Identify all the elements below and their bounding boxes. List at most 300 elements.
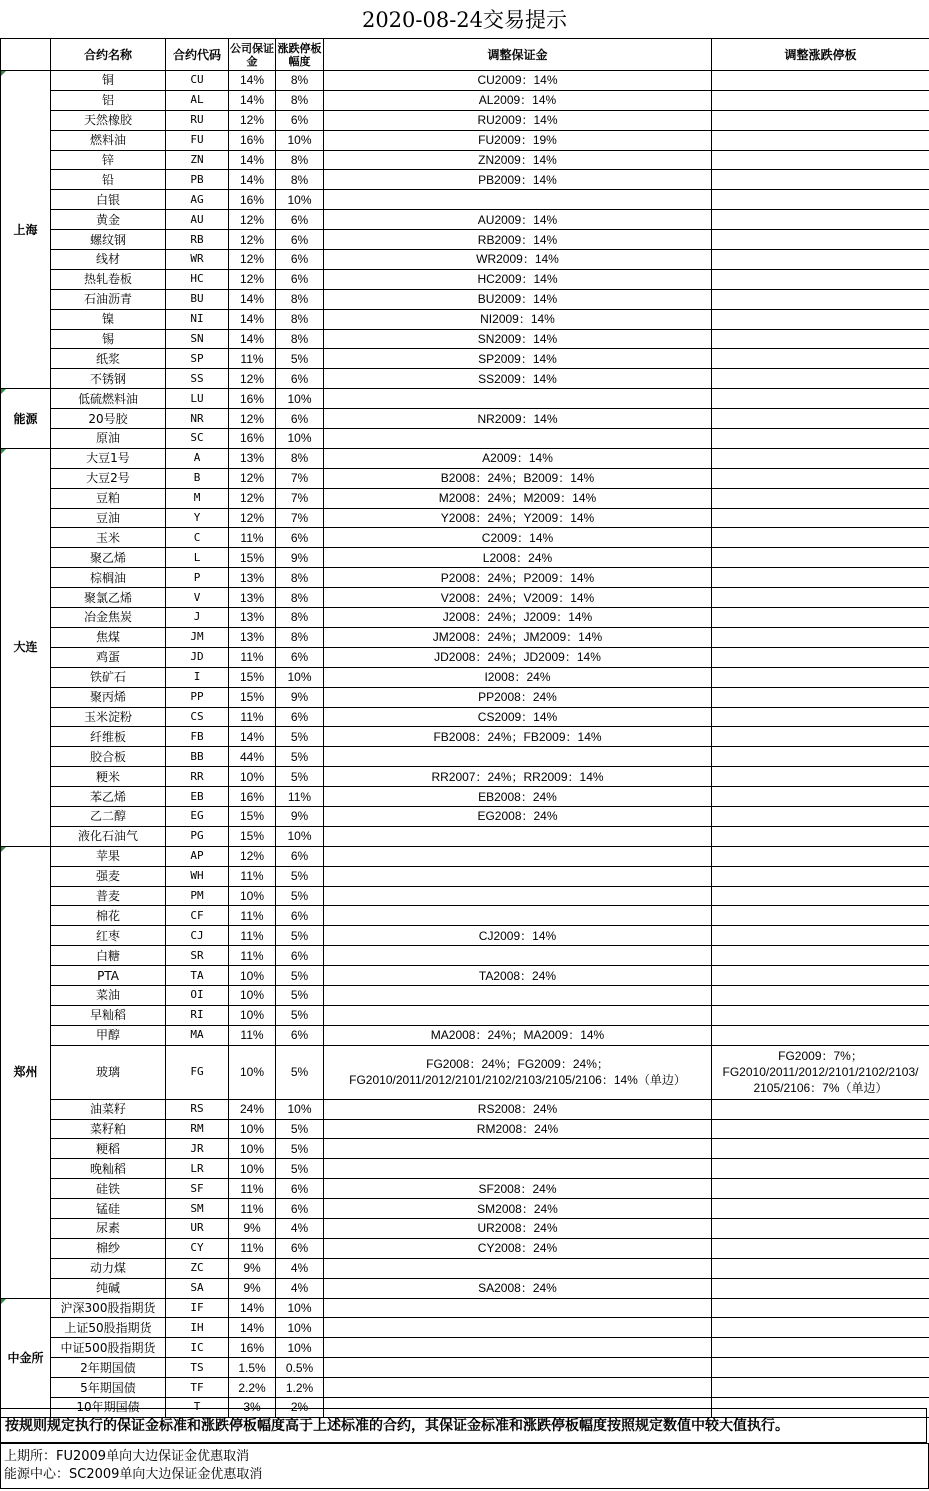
company-margin-cell: 9% [229,1218,276,1238]
table-row [1,448,929,468]
limit-range-cell: 6% [276,846,324,866]
company-margin-cell: 11% [229,1179,276,1199]
exchange-label: 大连 [1,448,51,846]
contract-code-cell: NR [166,409,229,429]
contract-name-cell: 石油沥青 [51,289,166,309]
adjusted-margin-cell: RB2009：14% [324,230,712,250]
adjusted-margin-cell: ZN2009：14% [324,150,712,170]
trading-tips-table [0,38,929,1418]
adjusted-margin-cell [324,1338,712,1358]
contract-code-cell: P [166,568,229,588]
adjusted-limit-cell [712,409,929,429]
limit-range-cell: 0.5% [276,1358,324,1378]
contract-code-cell: L [166,548,229,568]
company-margin-cell: 11% [229,1199,276,1219]
limit-range-cell: 6% [276,1238,324,1258]
contract-code-cell: PB [166,170,229,190]
adjusted-limit-cell [712,886,929,906]
adjusted-limit-cell: FG2009：7%； FG2010/2011/2012/2101/2102/2103/ 2105/2106：7%（单边） [712,1045,929,1099]
contract-code-cell: AG [166,190,229,210]
adjusted-margin-cell: RU2009：14% [324,110,712,130]
limit-range-cell: 9% [276,548,324,568]
limit-range-cell: 6% [276,269,324,289]
contract-code-cell: RB [166,230,229,250]
company-margin-cell: 16% [229,190,276,210]
limit-range-cell: 5% [276,985,324,1005]
table-row [1,1338,929,1358]
limit-range-cell: 10% [276,1099,324,1119]
contract-name-cell: 纸浆 [51,349,166,369]
table-row [1,985,929,1005]
company-margin-cell: 10% [229,767,276,787]
contract-name-cell: 焦煤 [51,627,166,647]
company-margin-cell: 15% [229,667,276,687]
contract-name-cell: 上证50股指期货 [51,1318,166,1338]
limit-range-cell: 6% [276,946,324,966]
limit-range-cell: 8% [276,150,324,170]
adjusted-limit-cell [712,568,929,588]
table-row [1,588,929,608]
table-row [1,687,929,707]
company-margin-cell: 11% [229,349,276,369]
contract-code-cell: CY [166,1238,229,1258]
table-row [1,150,929,170]
contract-code-cell: T [166,1398,229,1418]
adjusted-margin-cell [324,747,712,767]
adjusted-margin-cell: AL2009：14% [324,90,712,110]
adjusted-limit-cell [712,1318,929,1338]
company-margin-cell: 11% [229,647,276,667]
contract-code-cell: Y [166,508,229,528]
contract-name-cell: 低硫燃料油 [51,389,166,409]
table-row [1,429,929,449]
adjusted-margin-cell: BU2009：14% [324,289,712,309]
contract-name-cell: 粳稻 [51,1139,166,1159]
adjusted-limit-cell [712,985,929,1005]
footer-notes [0,1443,929,1489]
adjusted-margin-cell [324,826,712,846]
contract-code-cell: AU [166,210,229,230]
adjusted-limit-cell [712,269,929,289]
adjusted-margin-cell: SA2008：24% [324,1278,712,1298]
adjusted-limit-cell [712,1258,929,1278]
contract-code-cell: FU [166,130,229,150]
limit-range-cell: 6% [276,528,324,548]
contract-code-cell: FG [166,1045,229,1099]
contract-name-cell: 螺纹钢 [51,230,166,250]
adjusted-limit-cell [712,946,929,966]
contract-code-cell: CJ [166,926,229,946]
limit-range-cell: 5% [276,926,324,946]
table-row [1,1099,929,1119]
limit-range-cell: 9% [276,687,324,707]
company-margin-cell: 14% [229,150,276,170]
adjusted-margin-cell [324,846,712,866]
contract-name-cell: 黄金 [51,210,166,230]
exchange-label: 郑州 [1,846,51,1298]
company-margin-cell: 12% [229,846,276,866]
contract-code-cell: SP [166,349,229,369]
company-margin-cell: 12% [229,269,276,289]
adjusted-margin-cell: EG2008：24% [324,806,712,826]
table-row [1,1159,929,1179]
exchange-label: 上海 [1,71,51,389]
company-margin-cell: 11% [229,906,276,926]
limit-range-cell: 10% [276,190,324,210]
table-row [1,1045,929,1099]
adjusted-margin-cell: FB2008：24%；FB2009：14% [324,727,712,747]
contract-name-cell: 20号胶 [51,409,166,429]
adjusted-margin-cell [324,1298,712,1318]
contract-name-cell: 早籼稻 [51,1005,166,1025]
adjusted-margin-cell [324,1005,712,1025]
table-row [1,548,929,568]
contract-code-cell: M [166,488,229,508]
contract-code-cell: TA [166,966,229,986]
limit-range-cell: 5% [276,1005,324,1025]
table-row [1,1318,929,1338]
limit-range-cell: 10% [276,826,324,846]
contract-code-cell: PP [166,687,229,707]
table-row [1,866,929,886]
adjusted-limit-cell [712,369,929,389]
company-margin-cell: 13% [229,448,276,468]
adjusted-limit-cell [712,429,929,449]
contract-name-cell: 线材 [51,250,166,270]
limit-range-cell: 5% [276,767,324,787]
limit-range-cell: 11% [276,787,324,807]
adjusted-limit-cell [712,627,929,647]
contract-code-cell: LU [166,389,229,409]
table-body [1,71,929,1418]
adjusted-margin-cell: NI2009：14% [324,309,712,329]
table-row [1,608,929,628]
company-margin-cell: 10% [229,1119,276,1139]
company-margin-cell: 12% [229,488,276,508]
limit-range-cell: 4% [276,1258,324,1278]
table-row [1,627,929,647]
limit-range-cell: 8% [276,71,324,91]
company-margin-cell: 14% [229,329,276,349]
contract-name-cell: 冶金焦炭 [51,608,166,628]
company-margin-cell: 11% [229,1025,276,1045]
contract-name-cell: 锡 [51,329,166,349]
table-row [1,906,929,926]
contract-name-cell: 10年期国债 [51,1398,166,1418]
adjusted-margin-cell: TA2008：24% [324,966,712,986]
contract-code-cell: I [166,667,229,687]
table-row [1,747,929,767]
contract-code-cell: BU [166,289,229,309]
company-margin-cell: 10% [229,1005,276,1025]
company-margin-cell: 12% [229,250,276,270]
contract-name-cell: 鸡蛋 [51,647,166,667]
table-row [1,787,929,807]
contract-name-cell: 胶合板 [51,747,166,767]
contract-name-cell: 豆油 [51,508,166,528]
contract-code-cell: B [166,468,229,488]
table-row [1,1358,929,1378]
adjusted-margin-cell: SS2009：14% [324,369,712,389]
contract-name-cell: 晚籼稻 [51,1159,166,1179]
adjusted-limit-cell [712,309,929,329]
company-margin-cell: 11% [229,707,276,727]
adjusted-margin-cell: CY2008：24% [324,1238,712,1258]
contract-name-cell: 苹果 [51,846,166,866]
contract-name-cell: 尿素 [51,1218,166,1238]
contract-name-cell: 大豆2号 [51,468,166,488]
table-row [1,568,929,588]
adjusted-margin-cell: RS2008：24% [324,1099,712,1119]
contract-name-cell: 燃料油 [51,130,166,150]
table-row [1,409,929,429]
company-margin-cell: 10% [229,1159,276,1179]
limit-range-cell: 10% [276,429,324,449]
limit-range-cell: 5% [276,886,324,906]
contract-code-cell: CU [166,71,229,91]
adjusted-limit-cell [712,250,929,270]
company-margin-cell: 15% [229,548,276,568]
table-row [1,230,929,250]
contract-name-cell: 聚丙烯 [51,687,166,707]
contract-name-cell: 玻璃 [51,1045,166,1099]
contract-name-cell: 天然橡胶 [51,110,166,130]
limit-range-cell: 6% [276,230,324,250]
limit-range-cell: 4% [276,1218,324,1238]
adjusted-limit-cell [712,110,929,130]
contract-code-cell: SN [166,329,229,349]
adjusted-margin-cell: NR2009：14% [324,409,712,429]
adjusted-margin-cell [324,429,712,449]
adjusted-limit-cell [712,826,929,846]
contract-name-cell: 铅 [51,170,166,190]
limit-range-cell: 5% [276,1139,324,1159]
contract-name-cell: 锰硅 [51,1199,166,1219]
contract-name-cell: 白糖 [51,946,166,966]
limit-range-cell: 8% [276,329,324,349]
company-margin-cell: 16% [229,429,276,449]
limit-range-cell: 8% [276,289,324,309]
limit-range-cell: 6% [276,110,324,130]
company-margin-cell: 9% [229,1278,276,1298]
limit-range-cell: 6% [276,250,324,270]
contract-name-cell: 乙二醇 [51,806,166,826]
table-row [1,130,929,150]
company-margin-cell: 14% [229,289,276,309]
table-row [1,528,929,548]
table-row [1,329,929,349]
exchange-label: 中金所 [1,1298,51,1417]
limit-range-cell: 6% [276,1199,324,1219]
adjusted-margin-cell: M2008：24%；M2009：14% [324,488,712,508]
limit-range-cell: 10% [276,1298,324,1318]
adjusted-limit-cell [712,210,929,230]
contract-name-cell: 棉纱 [51,1238,166,1258]
table-row [1,926,929,946]
contract-name-cell: 铝 [51,90,166,110]
adjusted-limit-cell [712,1238,929,1258]
contract-code-cell: TF [166,1378,229,1398]
contract-code-cell: ZN [166,150,229,170]
limit-range-cell: 5% [276,727,324,747]
limit-range-cell: 4% [276,1278,324,1298]
header-contract-code: 合约代码 [166,39,229,71]
contract-code-cell: SA [166,1278,229,1298]
contract-code-cell: AL [166,90,229,110]
limit-range-cell: 8% [276,588,324,608]
company-margin-cell: 12% [229,210,276,230]
limit-range-cell: 5% [276,1159,324,1179]
adjusted-limit-cell [712,508,929,528]
contract-name-cell: 玉米淀粉 [51,707,166,727]
adjusted-margin-cell: Y2008：24%；Y2009：14% [324,508,712,528]
limit-range-cell: 8% [276,309,324,329]
adjusted-limit-cell [712,1179,929,1199]
contract-code-cell: SM [166,1199,229,1219]
limit-range-cell: 5% [276,747,324,767]
adjusted-margin-cell: B2008：24%；B2009：14% [324,468,712,488]
adjusted-margin-cell [324,866,712,886]
limit-range-cell: 7% [276,468,324,488]
adjusted-limit-cell [712,468,929,488]
adjusted-margin-cell [324,1258,712,1278]
header-exchange [1,39,51,71]
limit-range-cell: 8% [276,170,324,190]
table-row [1,846,929,866]
contract-code-cell: SS [166,369,229,389]
contract-code-cell: NI [166,309,229,329]
table-row [1,389,929,409]
adjusted-limit-cell [712,687,929,707]
adjusted-limit-cell [712,1025,929,1045]
contract-code-cell: IF [166,1298,229,1318]
limit-range-cell: 10% [276,667,324,687]
header-adjusted-limit: 调整涨跌停板 [712,39,929,71]
contract-code-cell: JD [166,647,229,667]
limit-range-cell: 6% [276,707,324,727]
company-margin-cell: 15% [229,687,276,707]
contract-code-cell: EG [166,806,229,826]
adjusted-limit-cell [712,548,929,568]
contract-name-cell: 5年期国债 [51,1378,166,1398]
limit-range-cell: 8% [276,568,324,588]
table-row [1,1025,929,1045]
contract-name-cell: 菜籽粕 [51,1119,166,1139]
contract-code-cell: V [166,588,229,608]
adjusted-limit-cell [712,170,929,190]
adjusted-limit-cell [712,1298,929,1318]
adjusted-margin-cell: FU2009：19% [324,130,712,150]
adjusted-limit-cell [712,289,929,309]
adjusted-margin-cell: PP2008：24% [324,687,712,707]
table-row [1,269,929,289]
contract-name-cell: 聚乙烯 [51,548,166,568]
contract-code-cell: HC [166,269,229,289]
limit-range-cell: 5% [276,1119,324,1139]
adjusted-margin-cell: SN2009：14% [324,329,712,349]
adjusted-limit-cell [712,1005,929,1025]
contract-code-cell: MA [166,1025,229,1045]
company-margin-cell: 14% [229,90,276,110]
contract-code-cell: WR [166,250,229,270]
contract-name-cell: 苯乙烯 [51,787,166,807]
adjusted-margin-cell: AU2009：14% [324,210,712,230]
adjusted-limit-cell [712,906,929,926]
adjusted-margin-cell [324,1318,712,1338]
adjusted-limit-cell [712,647,929,667]
adjusted-limit-cell [712,71,929,91]
table-row [1,190,929,210]
adjusted-limit-cell [712,846,929,866]
limit-range-cell: 8% [276,627,324,647]
adjusted-margin-cell: P2008：24%；P2009：14% [324,568,712,588]
adjusted-margin-cell [324,886,712,906]
table-row [1,1139,929,1159]
company-margin-cell: 12% [229,468,276,488]
company-margin-cell: 10% [229,985,276,1005]
table-row [1,289,929,309]
limit-range-cell: 5% [276,349,324,369]
limit-range-cell: 8% [276,90,324,110]
adjusted-limit-cell [712,588,929,608]
contract-code-cell: ZC [166,1258,229,1278]
contract-code-cell: OI [166,985,229,1005]
contract-code-cell: IC [166,1338,229,1358]
contract-name-cell: 玉米 [51,528,166,548]
adjusted-limit-cell [712,806,929,826]
contract-name-cell: 粳米 [51,767,166,787]
contract-name-cell: 硅铁 [51,1179,166,1199]
company-margin-cell: 14% [229,1298,276,1318]
table-row [1,647,929,667]
exchange-label: 能源 [1,389,51,449]
limit-range-cell: 8% [276,608,324,628]
table-row [1,488,929,508]
contract-name-cell: 甲醇 [51,1025,166,1045]
adjusted-margin-cell [324,985,712,1005]
contract-code-cell: JR [166,1139,229,1159]
adjusted-limit-cell [712,747,929,767]
table-row [1,1199,929,1219]
limit-range-cell: 7% [276,488,324,508]
adjusted-margin-cell: WR2009：14% [324,250,712,270]
adjusted-margin-cell: JD2008：24%；JD2009：14% [324,647,712,667]
company-margin-cell: 14% [229,170,276,190]
contract-code-cell: PG [166,826,229,846]
adjusted-margin-cell: MA2008：24%；MA2009：14% [324,1025,712,1045]
company-margin-cell: 13% [229,588,276,608]
table-row [1,110,929,130]
adjusted-margin-cell: HC2009：14% [324,269,712,289]
contract-name-cell: 铁矿石 [51,667,166,687]
limit-range-cell: 9% [276,806,324,826]
header-limit-range: 涨跌停板幅度 [276,39,324,71]
table-row [1,886,929,906]
adjusted-limit-cell [712,349,929,369]
table-row [1,170,929,190]
contract-code-cell: RM [166,1119,229,1139]
limit-range-cell: 6% [276,906,324,926]
table-row [1,806,929,826]
contract-name-cell: 锌 [51,150,166,170]
company-margin-cell: 10% [229,966,276,986]
adjusted-limit-cell [712,1358,929,1378]
contract-name-cell: 油菜籽 [51,1099,166,1119]
company-margin-cell: 14% [229,727,276,747]
company-margin-cell: 10% [229,886,276,906]
company-margin-cell: 11% [229,866,276,886]
limit-range-cell: 5% [276,866,324,886]
